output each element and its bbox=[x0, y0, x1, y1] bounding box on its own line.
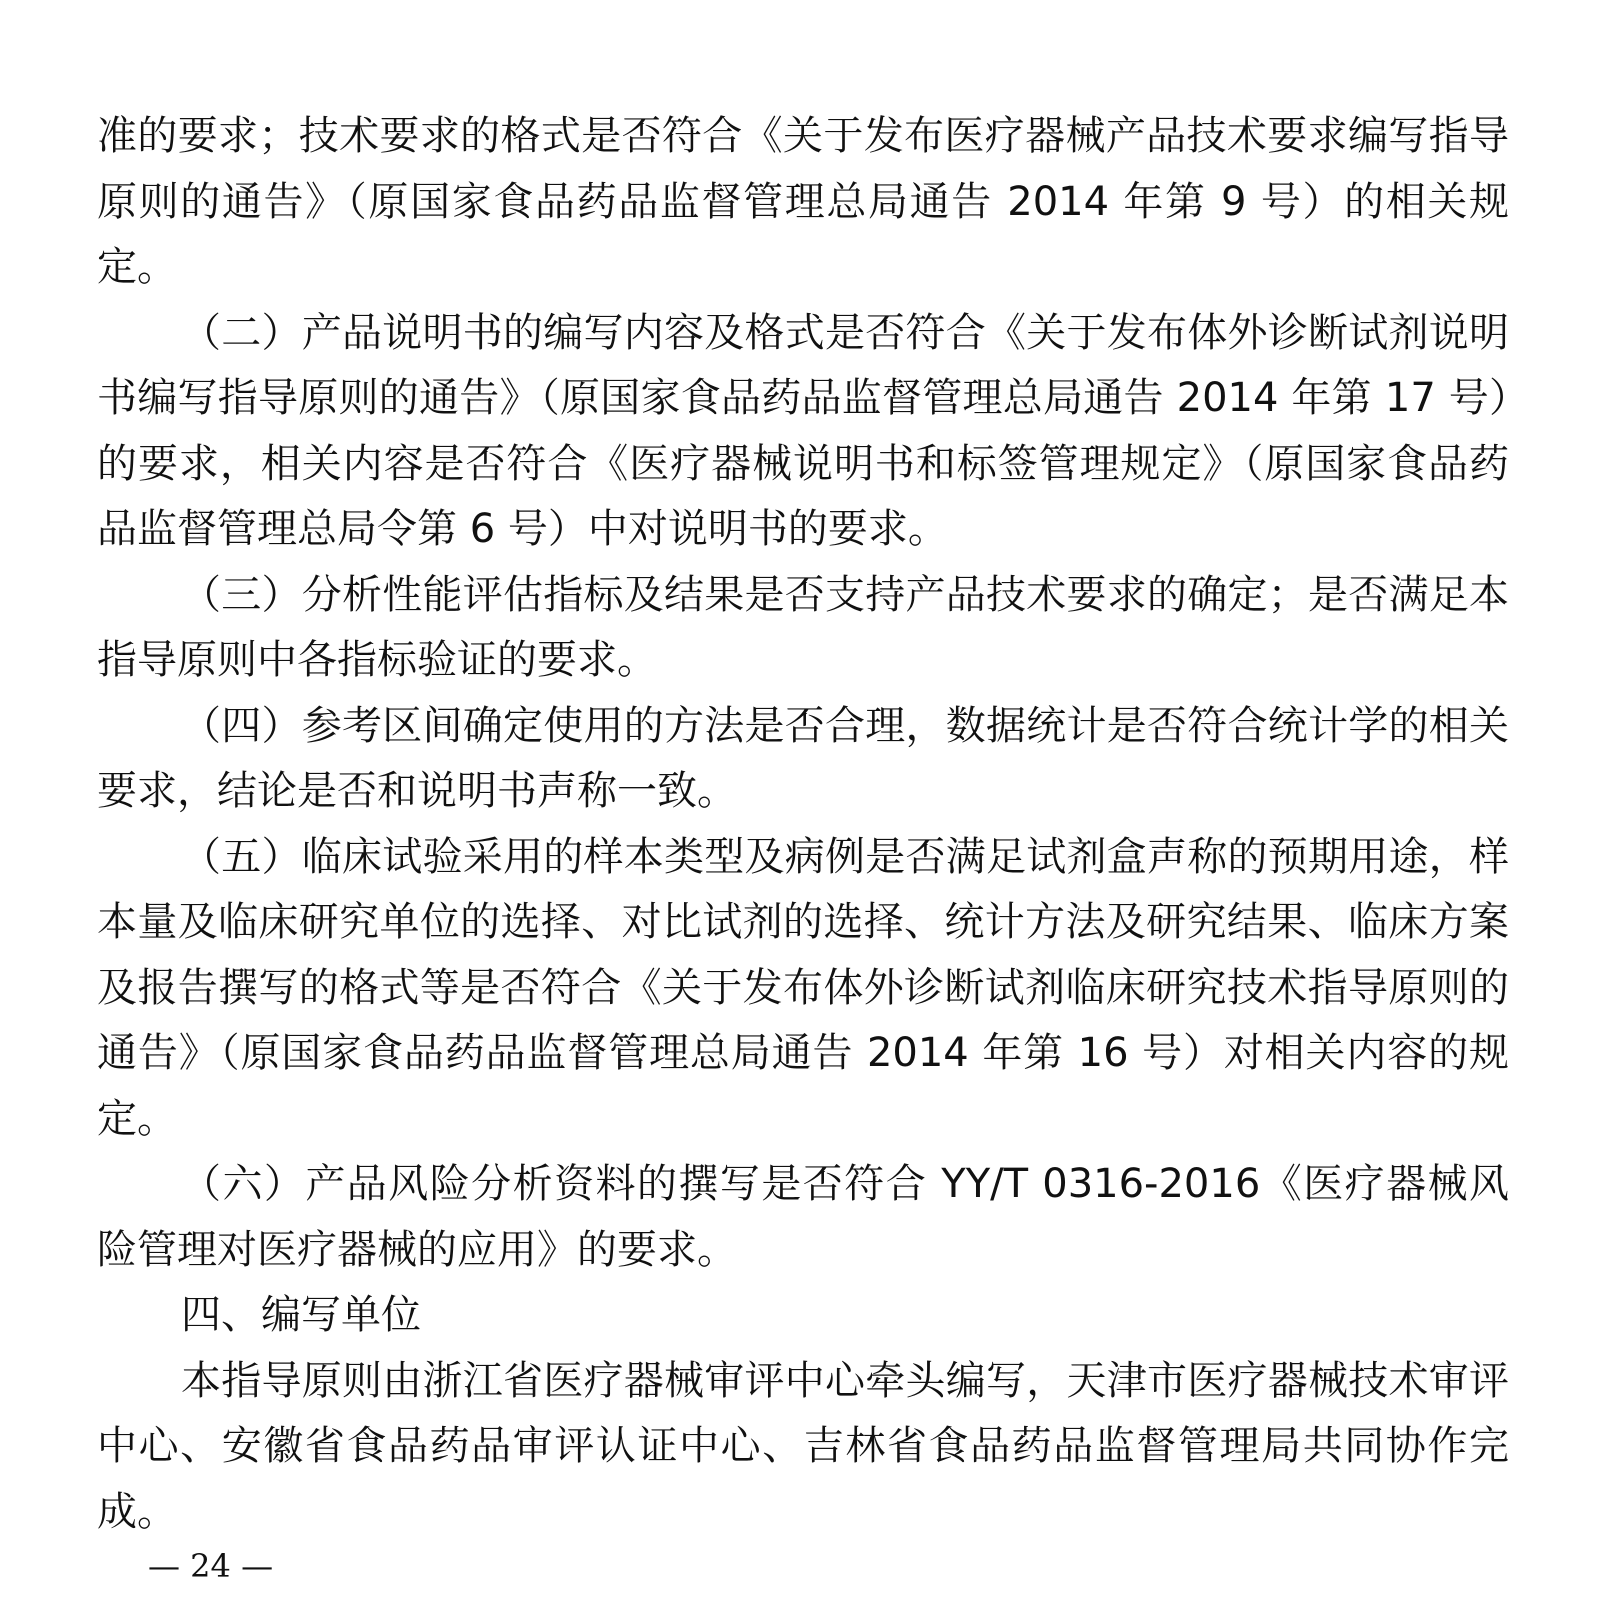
section-heading: 四、编写单位 bbox=[181, 1292, 421, 1338]
paragraph-continuation: 准的要求；技术要求的格式是否符合《关于发布医疗器械产品技术要求编写指导原则的通告》（原国家食品药品监督管理总局通告 2014 年第 9 号）的相关规定。 bbox=[97, 113, 1509, 290]
paragraph-item-3: （三）分析性能评估指标及结果是否支持产品技术要求的确定；是否满足本指导原则中各指标验证的要求。 bbox=[97, 571, 1509, 683]
paragraph-item-4: （四）参考区间确定使用的方法是否合理，数据统计是否符合统计学的相关要求，结论是否和说明书声称一致。 bbox=[97, 702, 1509, 814]
page-number: — 24 — bbox=[148, 1547, 274, 1585]
paragraph-item-2: （二）产品说明书的编写内容及格式是否符合《关于发布体外诊断试剂说明书编写指导原则的通告》（原国家食品药品监督管理总局通告 2014 年第 17 号）的要求，相关内容是否符合《医疗器械说明书和标签管理规定》（原国家食品药品监督管理总局令第 6 号）中对说明书的要求。 bbox=[97, 309, 1509, 552]
paragraph-item-5: （五）临床试验采用的样本类型及病例是否满足试剂盒声称的预期用途，样本量及临床研究单位的选择、对比试剂的选择、统计方法及研究结果、临床方案及报告撰写的格式等是否符合《关于发布体外诊断试剂临床研究技术指导原则的通告》（原国家食品药品监督管理总局通告 2014 年第 16 号）对相关内容的规定。 bbox=[97, 833, 1509, 1142]
paragraph-item-6: （六）产品风险分析资料的撰写是否符合 YY/T 0316-2016《医疗器械风险管理对医疗器械的应用》的要求。 bbox=[97, 1161, 1509, 1273]
closing-paragraph: 本指导原则由浙江省医疗器械审评中心牵头编写，天津市医疗器械技术审评中心、安徽省食品药品审评认证中心、吉林省食品药品监督管理局共同协作完成。 bbox=[97, 1357, 1509, 1535]
document-body bbox=[97, 104, 1509, 1545]
